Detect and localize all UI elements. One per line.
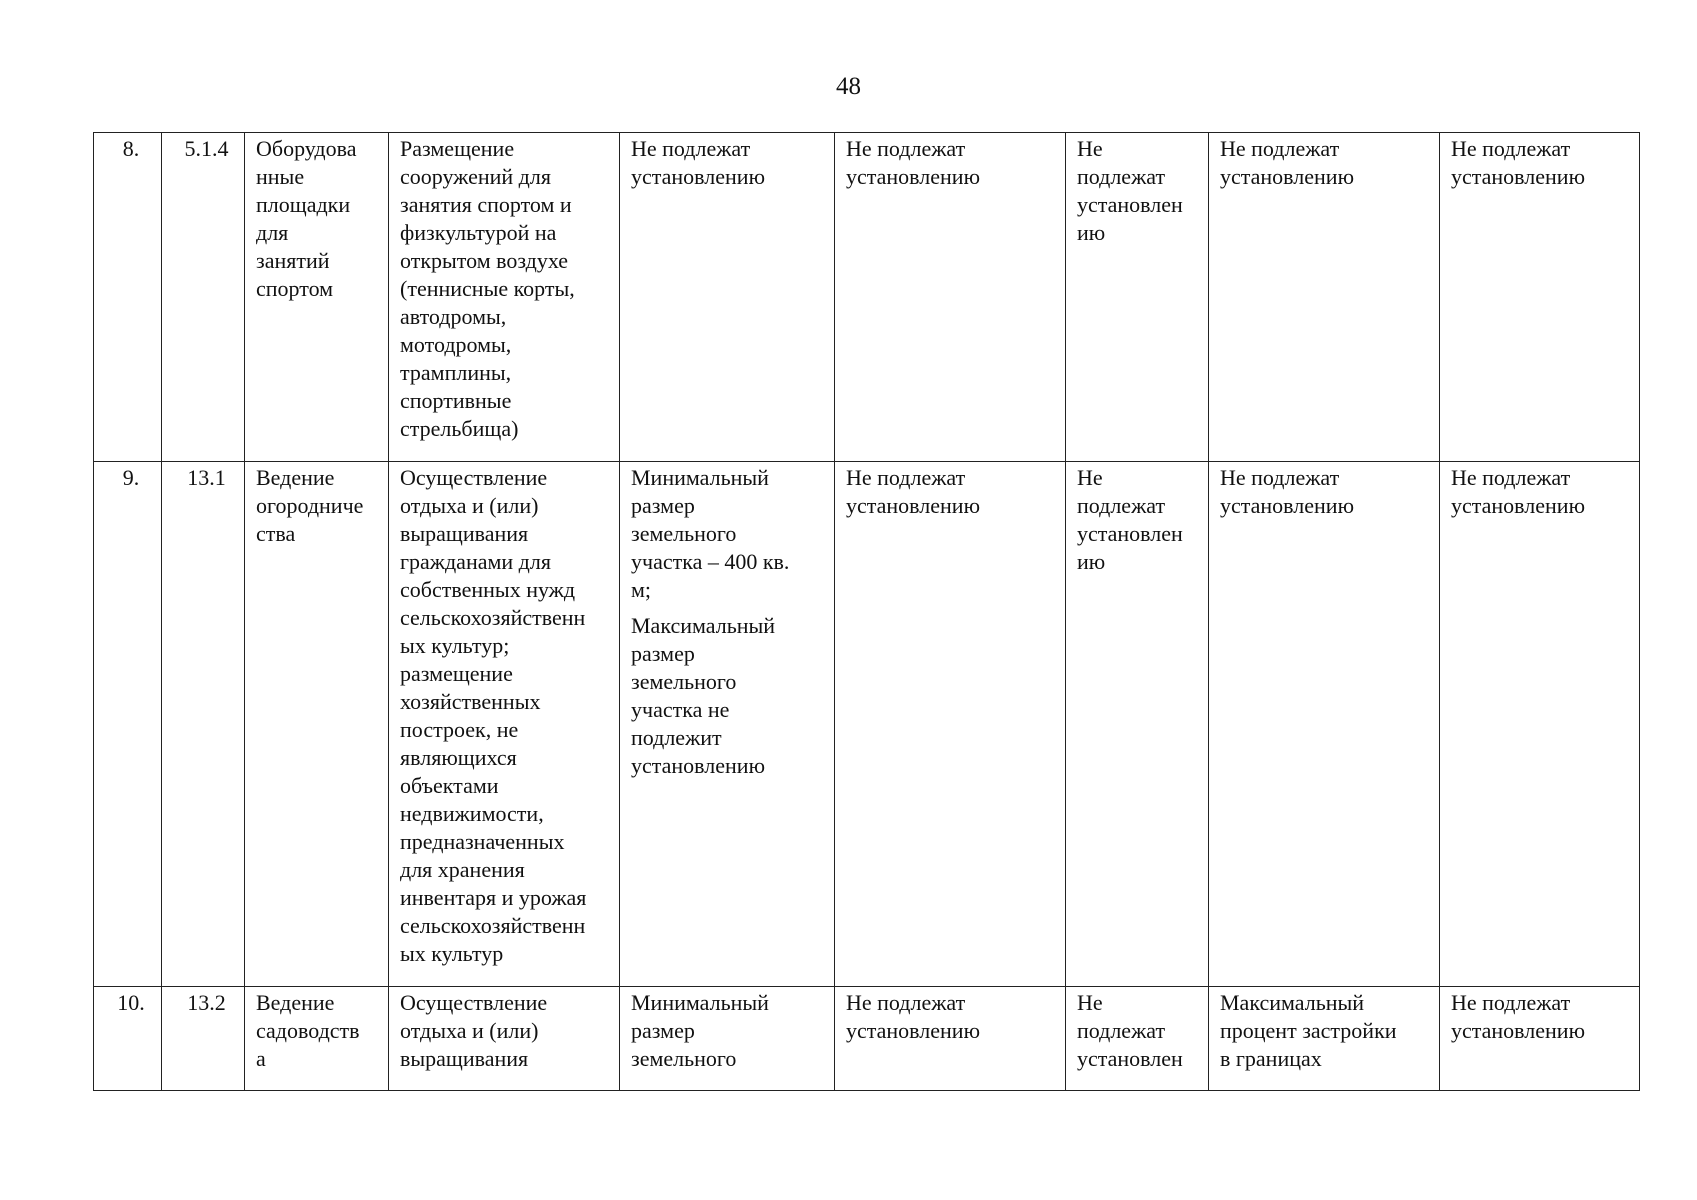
cell-line: садоводств: [256, 1018, 360, 1043]
row-number-cell: 9.: [94, 462, 162, 987]
cell-line: спортивные: [400, 388, 512, 413]
land-use-code-cell: 5.1.4: [162, 133, 245, 462]
cell-line: занятия спортом и: [400, 192, 572, 217]
cell-line: установлению: [631, 753, 766, 778]
cell-line: Не: [1077, 136, 1103, 161]
cell-line: установлению: [1451, 493, 1586, 518]
cell-paragraph: [631, 612, 830, 780]
cell-line: объектами: [400, 773, 499, 798]
cell-line: Не подлежат: [631, 136, 751, 161]
cell-line: отдыха и (или): [400, 1018, 539, 1043]
cell-line: подлежат: [1077, 493, 1166, 518]
cell-line: площадки: [256, 192, 351, 217]
cell-line: установлению: [631, 164, 766, 189]
cell-line: мотодромы,: [400, 332, 512, 357]
land-use-table: [93, 132, 1640, 1091]
table-row: [94, 462, 1640, 987]
land-size-cell: [620, 462, 835, 987]
page-number: 48: [836, 73, 861, 100]
cell-line: Не подлежат: [846, 990, 966, 1015]
parameter-cell: [1066, 462, 1209, 987]
cell-line: установлению: [1451, 1018, 1586, 1043]
table-row: [94, 987, 1640, 1091]
cell-line: участка не: [631, 697, 730, 722]
cell-line: Максимальный: [1220, 990, 1365, 1015]
land-use-code-cell: 13.1: [162, 462, 245, 987]
cell-line: (теннисные корты,: [400, 276, 575, 301]
cell-line: Оборудова: [256, 136, 357, 161]
cell-line: трамплины,: [400, 360, 512, 385]
cell-line: установлен: [1077, 521, 1183, 546]
cell-line: процент застройки: [1220, 1018, 1397, 1043]
parameter-cell: [1209, 987, 1440, 1091]
cell-line: гражданами для: [400, 549, 551, 574]
cell-paragraph: [631, 989, 830, 1073]
cell-line: Не подлежат: [1451, 136, 1571, 161]
land-use-description-cell: [389, 462, 620, 987]
cell-line: Минимальный: [631, 465, 769, 490]
land-size-cell: [620, 133, 835, 462]
cell-line: Не подлежат: [846, 136, 966, 161]
cell-line: открытом воздухе: [400, 248, 569, 273]
cell-line: ию: [1077, 549, 1106, 574]
cell-line: ых культур;: [400, 633, 510, 658]
parameter-cell: [1440, 133, 1640, 462]
cell-line: сооружений для: [400, 164, 551, 189]
cell-line: выращивания: [400, 1046, 529, 1071]
cell-line: Максимальный: [631, 613, 776, 638]
cell-line: огородниче: [256, 493, 364, 518]
land-use-description-cell: [389, 987, 620, 1091]
cell-line: спортом: [256, 276, 334, 301]
cell-line: участка – 400 кв.: [631, 549, 790, 574]
cell-line: в границах: [1220, 1046, 1322, 1071]
cell-line: Не: [1077, 465, 1103, 490]
cell-line: земельного: [631, 521, 737, 546]
land-use-name-cell: [245, 133, 389, 462]
cell-line: подлежит: [631, 725, 722, 750]
parameter-cell: [835, 133, 1066, 462]
cell-line: Осуществление: [400, 465, 548, 490]
cell-line: а: [256, 1046, 266, 1071]
cell-line: размещение: [400, 661, 513, 686]
cell-line: отдыха и (или): [400, 493, 539, 518]
parameter-cell: [1066, 133, 1209, 462]
cell-line: ию: [1077, 220, 1106, 245]
cell-line: для: [256, 220, 289, 245]
cell-line: нные: [256, 164, 305, 189]
cell-line: установлению: [846, 1018, 981, 1043]
cell-line: сельскохозяйственн: [400, 913, 586, 938]
cell-line: собственных нужд: [400, 577, 576, 602]
cell-line: недвижимости,: [400, 801, 544, 826]
cell-line: занятий: [256, 248, 330, 273]
cell-line: Не подлежат: [1220, 136, 1340, 161]
parameter-cell: [1209, 462, 1440, 987]
land-use-code-cell: 13.2: [162, 987, 245, 1091]
cell-line: сельскохозяйственн: [400, 605, 586, 630]
cell-line: построек, не: [400, 717, 519, 742]
cell-line: земельного: [631, 669, 737, 694]
table-row: [94, 133, 1640, 462]
cell-line: инвентаря и урожая: [400, 885, 587, 910]
cell-line: размер: [631, 493, 695, 518]
land-use-name-cell: [245, 462, 389, 987]
cell-line: ства: [256, 521, 296, 546]
cell-line: земельного: [631, 1046, 737, 1071]
table-body: [94, 133, 1640, 1091]
land-use-name-cell: [245, 987, 389, 1091]
land-size-cell: [620, 987, 835, 1091]
cell-line: Осуществление: [400, 990, 548, 1015]
cell-line: установлению: [846, 493, 981, 518]
cell-line: установлению: [1451, 164, 1586, 189]
cell-line: подлежат: [1077, 1018, 1166, 1043]
cell-paragraph: [631, 464, 830, 604]
cell-line: установлен: [1077, 192, 1183, 217]
parameter-cell: [1066, 987, 1209, 1091]
row-number-cell: 10.: [94, 987, 162, 1091]
cell-line: автодромы,: [400, 304, 507, 329]
parameter-cell: [835, 462, 1066, 987]
cell-line: установлению: [1220, 493, 1355, 518]
cell-line: м;: [631, 577, 652, 602]
cell-line: являющихся: [400, 745, 517, 770]
parameter-cell: [1440, 462, 1640, 987]
cell-line: Размещение: [400, 136, 515, 161]
cell-line: физкультурой на: [400, 220, 557, 245]
cell-line: выращивания: [400, 521, 529, 546]
cell-line: установлению: [1220, 164, 1355, 189]
cell-line: Ведение: [256, 990, 335, 1015]
cell-line: ых культур: [400, 941, 504, 966]
cell-line: Не: [1077, 990, 1103, 1015]
cell-line: Не подлежат: [1451, 465, 1571, 490]
cell-line: подлежат: [1077, 164, 1166, 189]
row-number-cell: 8.: [94, 133, 162, 462]
cell-line: хозяйственных: [400, 689, 541, 714]
parameter-cell: [1209, 133, 1440, 462]
cell-line: Минимальный: [631, 990, 769, 1015]
parameter-cell: [1440, 987, 1640, 1091]
cell-line: Ведение: [256, 465, 335, 490]
parameter-cell: [835, 987, 1066, 1091]
land-use-description-cell: [389, 133, 620, 462]
cell-line: стрельбища): [400, 416, 519, 441]
cell-line: Не подлежат: [1220, 465, 1340, 490]
cell-line: установлен: [1077, 1046, 1183, 1071]
cell-line: для хранения: [400, 857, 525, 882]
cell-line: размер: [631, 641, 695, 666]
cell-paragraph: [631, 135, 830, 191]
cell-line: Не подлежат: [846, 465, 966, 490]
cell-line: размер: [631, 1018, 695, 1043]
cell-line: Не подлежат: [1451, 990, 1571, 1015]
cell-line: установлению: [846, 164, 981, 189]
cell-line: предназначенных: [400, 829, 565, 854]
